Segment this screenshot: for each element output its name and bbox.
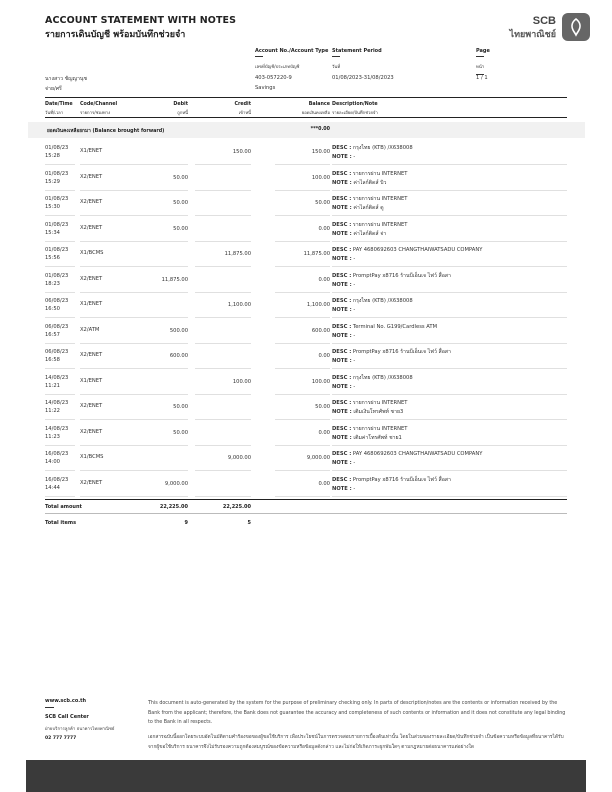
row-desc-text: DESC : PromptPay x8716 ร้านบีเอ็นเจ ไฟว์ สื่อสา: [332, 476, 451, 483]
row-description: [332, 195, 564, 213]
row-note-text: NOTE : -: [332, 154, 356, 160]
row-balance: 0.00: [318, 353, 330, 359]
row-description: [332, 425, 564, 443]
call-center-label: SCB Call Center: [45, 714, 89, 720]
col-channel-label-th: รายการ/ช่องทาง: [80, 110, 111, 115]
row-description: [332, 348, 564, 366]
totals-rule-mid: [45, 513, 567, 514]
logo-text: SCB: [532, 15, 556, 27]
table-row: [45, 446, 567, 471]
col-header-date: [45, 102, 73, 116]
col-desc-label: Description/Note: [332, 102, 378, 107]
row-balance: 50.00: [315, 404, 330, 410]
total-items-label: Total items: [45, 520, 77, 526]
row-datetime: [45, 374, 68, 390]
row-datetime: [45, 297, 68, 313]
account-number-block: [255, 48, 328, 70]
table-row: [45, 472, 567, 497]
row-debit: 500.00: [169, 327, 188, 334]
page-label: Page: [476, 48, 490, 54]
row-date: 01/08/23: [45, 196, 69, 202]
page-value-block: [476, 75, 488, 81]
row-datetime: [45, 272, 68, 288]
row-date: 16/08/23: [45, 476, 69, 483]
row-divider: [45, 496, 75, 497]
row-time: 11:23: [45, 433, 60, 440]
row-balance: 0.00: [318, 429, 330, 436]
row-note-text: NOTE : -: [332, 307, 356, 313]
call-center-phone: 02 777 7777: [45, 736, 77, 741]
row-date: 01/08/23: [45, 145, 69, 151]
row-note-text: NOTE : -: [332, 332, 356, 339]
account-number-label: Account No./Account Type: [255, 48, 329, 54]
row-datetime: [45, 323, 68, 339]
row-note-text: NOTE : -: [332, 383, 356, 390]
divider: [476, 56, 484, 57]
row-date: 14/08/23: [45, 374, 69, 381]
row-debit: 50.00: [173, 174, 188, 181]
row-datetime: [45, 170, 68, 186]
table-row: [45, 421, 567, 446]
account-type-value: Savings: [255, 85, 276, 91]
row-balance: 100.00: [311, 378, 330, 385]
row-time: 15:29: [45, 178, 60, 185]
footer-contact: [45, 698, 114, 741]
row-time: 15:34: [45, 229, 60, 236]
row-channel: X2/ENET: [80, 403, 103, 409]
row-channel: X1/BCMS: [80, 454, 104, 460]
statement-title-th: รายการเดินบัญชี พร้อมบันทึกช่วยจำ: [45, 30, 186, 40]
table-row: [45, 319, 567, 344]
divider: [45, 707, 54, 708]
row-channel: X2/ENET: [80, 275, 103, 282]
total-items-debit: 9: [184, 520, 188, 526]
row-note-text: NOTE : -: [332, 256, 356, 262]
logo-text-th: ไทยพาณิชย์: [509, 30, 556, 40]
table-row: [45, 370, 567, 395]
customer-name: นางสาว ชัญญานุช: [45, 76, 87, 82]
row-desc-text: DESC : กรุงไทย (KTB) /X638008: [332, 374, 413, 381]
footer-bar: [26, 760, 586, 792]
total-items-credit: 5: [247, 520, 251, 526]
statement-period-block: [332, 48, 382, 70]
row-credit: 9,000.00: [227, 455, 251, 461]
row-debit: 600.00: [169, 353, 188, 359]
row-channel: X2/ENET: [80, 428, 103, 435]
statement-title: ACCOUNT STATEMENT WITH NOTES: [45, 15, 237, 26]
row-note-text: NOTE : ค่าไลก์ติดส์ จ่า: [332, 230, 387, 237]
row-desc-text: DESC : รายการผ่าน INTERNET: [332, 196, 408, 202]
row-date: 01/08/23: [45, 221, 69, 228]
row-note-text: NOTE : เติมค่าโทรศัพท์ ชาย1: [332, 434, 402, 441]
col-header-debit: [130, 102, 188, 116]
row-description: [332, 170, 564, 188]
col-date-label: Date/Time: [45, 102, 73, 107]
row-divider: [332, 496, 567, 497]
row-desc-text: DESC : PAY 4680692603 CHANGTHAIWATSADU COMPANY: [332, 451, 483, 457]
row-debit: 50.00: [173, 404, 188, 410]
row-datetime: [45, 476, 68, 492]
row-datetime: [45, 425, 68, 441]
total-amount-label: Total amount: [45, 504, 82, 510]
row-description: [332, 221, 564, 239]
row-description: [332, 297, 564, 315]
row-channel: X2/ENET: [80, 352, 103, 358]
account-number-value: 403-057220-9: [255, 75, 292, 81]
row-balance: 1,100.00: [306, 302, 330, 308]
row-divider: [275, 496, 330, 497]
row-divider: [195, 496, 251, 497]
row-channel: X1/ENET: [80, 377, 103, 384]
col-credit-label: Credit: [234, 102, 251, 107]
row-desc-text: DESC : รายการผ่าน INTERNET: [332, 221, 408, 228]
row-desc-text: DESC : PAY 4680692603 CHANGTHAIWATSADU COMPANY: [332, 247, 483, 253]
row-date: 01/08/23: [45, 170, 69, 177]
table-row: [45, 268, 567, 293]
row-note-text: NOTE : -: [332, 358, 356, 364]
row-balance: 0.00: [318, 480, 330, 487]
row-datetime: [45, 195, 68, 211]
row-description: [332, 246, 564, 264]
col-debit-label: Debit: [173, 102, 188, 107]
row-balance: 0.00: [318, 225, 330, 232]
row-desc-text: DESC : Terminal No. G199/Cardless ATM: [332, 323, 438, 330]
account-values: [255, 75, 292, 91]
row-credit: 100.00: [232, 378, 251, 385]
header-rule: [45, 97, 567, 98]
col-header-balance: [270, 102, 330, 116]
period-value-block: [332, 75, 394, 81]
col-channel-label: Code/Channel: [80, 102, 118, 107]
page-value: 1 / 1: [476, 75, 488, 81]
row-divider: [130, 496, 188, 497]
row-note-text: NOTE : -: [332, 485, 356, 492]
row-balance: 50.00: [315, 200, 330, 206]
row-balance: 150.00: [311, 149, 330, 155]
row-balance: 600.00: [311, 327, 330, 334]
row-date: 14/08/23: [45, 400, 69, 406]
row-datetime: [45, 399, 68, 415]
row-description: [332, 450, 564, 468]
page-label-th: หน้า: [476, 65, 485, 70]
table-row: [45, 242, 567, 267]
row-datetime: [45, 450, 68, 466]
website-link[interactable]: www.scb.co.th: [45, 698, 87, 704]
row-desc-text: DESC : PromptPay x8716 ร้านบีเอ็นเจ ไฟว์ สื่อสา: [332, 272, 451, 279]
row-datetime: [45, 348, 68, 364]
table-row: [45, 395, 567, 420]
disclaimer-th: เอกสารฉบับนี้ออกโดยระบบอัตโนมัติตามคำร้องขอของผู้ขอใช้บริการ เพื่อประโยชน์ในการตรวจสอบรายการเบื้องต้นเท่านั้น โดยในส่วนของรายละเอียด/บันทึกช่วยจำ เป็นข้อความหรือข้อมูลที่ธนาคารได้รับจากผู้ขอใช้บริการ ธนาคารจึงไม่รับรองความถูกต้องสมบูรณ์ของข้อความหรือข้อมูลดังกล่าว และไม่ก่อให้เกิดภาระผูกพันใดๆ ตามกฎหมายต่อธนาคารแต่อย่างใด: [148, 735, 564, 750]
row-balance: 100.00: [311, 174, 330, 181]
row-debit: 9,000.00: [164, 480, 188, 487]
row-credit: 150.00: [232, 149, 251, 155]
table-row: [45, 140, 567, 165]
row-time: 11:21: [45, 382, 60, 389]
row-date: 14/08/23: [45, 425, 69, 432]
disclaimer-en: This document is auto-generated by the system for the purpose of preliminary checking only. In parts of description/notes are the contents or information received by the Bank from the applicant; therefore, the Bank does not guarantee the accuracy and completeness of such contents or information and it does not constitute any legal binding to the Bank in all respects.: [148, 701, 566, 725]
row-desc-text: DESC : รายการผ่าน INTERNET: [332, 400, 408, 406]
row-note-text: NOTE : -: [332, 281, 356, 288]
row-credit: 11,875.00: [224, 251, 251, 257]
row-channel: X2/ENET: [80, 199, 103, 205]
row-description: [332, 272, 564, 290]
row-channel: X1/BCMS: [80, 250, 104, 256]
account-number-label-th: เลขที่บัญชี/ประเภทบัญชี: [255, 65, 300, 70]
table-row: [45, 344, 567, 369]
period-label-th: วันที่: [332, 65, 341, 70]
table-row: [45, 293, 567, 318]
row-time: 14:44: [45, 484, 60, 491]
row-description: [332, 399, 564, 417]
row-time: 14:00: [45, 459, 60, 465]
row-desc-text: DESC : PromptPay x8716 ร้านบีเอ็นเจ ไฟว์ สื่อสา: [332, 349, 451, 355]
row-date: 01/08/23: [45, 247, 69, 253]
row-description: [332, 476, 564, 494]
row-debit: 11,875.00: [161, 276, 188, 283]
row-desc-text: DESC : รายการผ่าน INTERNET: [332, 425, 408, 432]
divider: [255, 56, 263, 57]
table-row: [45, 166, 567, 191]
row-debit: 50.00: [173, 200, 188, 206]
total-amount-debit: 22,225.00: [159, 504, 188, 510]
col-balance-label-th: ยอดเงินคงเหลือ: [301, 110, 330, 115]
col-credit-label-th: เข้าหนี้: [238, 110, 251, 115]
row-time: 16:58: [45, 357, 60, 363]
customer-sub: จ่าย/ศรี: [45, 86, 62, 92]
row-date: 16/08/23: [45, 451, 69, 457]
row-time: 11:22: [45, 408, 60, 414]
col-header-channel: [80, 102, 117, 116]
table-row: [45, 217, 567, 242]
row-note-text: NOTE : ค่าไลก์ติดส์ ดู: [332, 205, 384, 211]
row-balance: 0.00: [318, 276, 330, 283]
column-header-rule: [45, 117, 567, 118]
col-debit-label-th: ถูกหนี้: [177, 110, 188, 115]
row-description: [332, 374, 564, 392]
divider: [332, 56, 340, 57]
row-date: 06/08/23: [45, 323, 69, 330]
row-description: [332, 144, 564, 162]
total-amount-credit: 22,225.00: [222, 504, 251, 510]
row-channel: X2/ENET: [80, 224, 103, 231]
col-header-credit: [195, 102, 251, 116]
brought-forward-value: ***0.00: [310, 127, 330, 132]
row-desc-text: DESC : รายการผ่าน INTERNET: [332, 170, 408, 177]
row-time: 15:30: [45, 204, 60, 210]
col-header-desc: [332, 102, 378, 116]
row-time: 15:28: [45, 153, 60, 159]
row-time: 16:57: [45, 331, 60, 338]
totals-rule-top: [45, 499, 567, 500]
row-time: 18:23: [45, 280, 60, 287]
row-channel: X1/ENET: [80, 301, 103, 307]
row-balance: 9,000.00: [306, 455, 330, 461]
row-channel: X1/ENET: [80, 148, 103, 154]
row-desc-text: DESC : กรุงไทย (KTB) /X638008: [332, 145, 413, 151]
period-label: Statement Period: [332, 48, 382, 54]
row-note-text: NOTE : เติมเงินโทรศัพท์ ชาย3: [332, 409, 404, 415]
row-credit: 1,100.00: [227, 302, 251, 308]
scb-logo-icon: [562, 13, 590, 41]
row-date: 06/08/23: [45, 298, 69, 304]
row-time: 16:50: [45, 306, 60, 312]
period-value: 01/08/2023-31/08/2023: [332, 75, 394, 81]
col-date-label-th: วันที่/เวลา: [45, 110, 64, 115]
row-divider: [80, 496, 130, 497]
row-note-text: NOTE : ค่าไลก์ติดส์ บิว: [332, 179, 387, 186]
row-debit: 50.00: [173, 429, 188, 436]
row-desc-text: DESC : กรุงไทย (KTB) /X638008: [332, 298, 413, 304]
row-datetime: [45, 246, 68, 262]
col-desc-label-th: รายละเอียด/บันทึกช่วยจำ: [332, 110, 378, 115]
row-debit: 50.00: [173, 225, 188, 232]
row-note-text: NOTE : -: [332, 460, 356, 466]
brought-forward-label: ยอดเงินคงเหลือยกมา (Balance brought forward): [47, 129, 165, 134]
row-date: 06/08/23: [45, 349, 69, 355]
row-time: 15:56: [45, 255, 60, 261]
row-channel: X2/ENET: [80, 173, 103, 180]
row-datetime: [45, 144, 68, 160]
row-channel: X2/ATM: [80, 326, 100, 333]
row-date: 01/08/23: [45, 272, 69, 279]
row-description: [332, 323, 564, 341]
call-center-sub: ฝ่ายบริการลูกค้า ธนาคารไทยพาณิชย์: [45, 727, 115, 732]
row-datetime: [45, 221, 68, 237]
col-balance-label: Balance: [308, 102, 330, 107]
table-row: [45, 191, 567, 216]
row-channel: X2/ENET: [80, 479, 103, 486]
row-balance: 11,875.00: [303, 251, 330, 257]
scb-logo: [470, 13, 590, 43]
page-block: [476, 48, 490, 75]
